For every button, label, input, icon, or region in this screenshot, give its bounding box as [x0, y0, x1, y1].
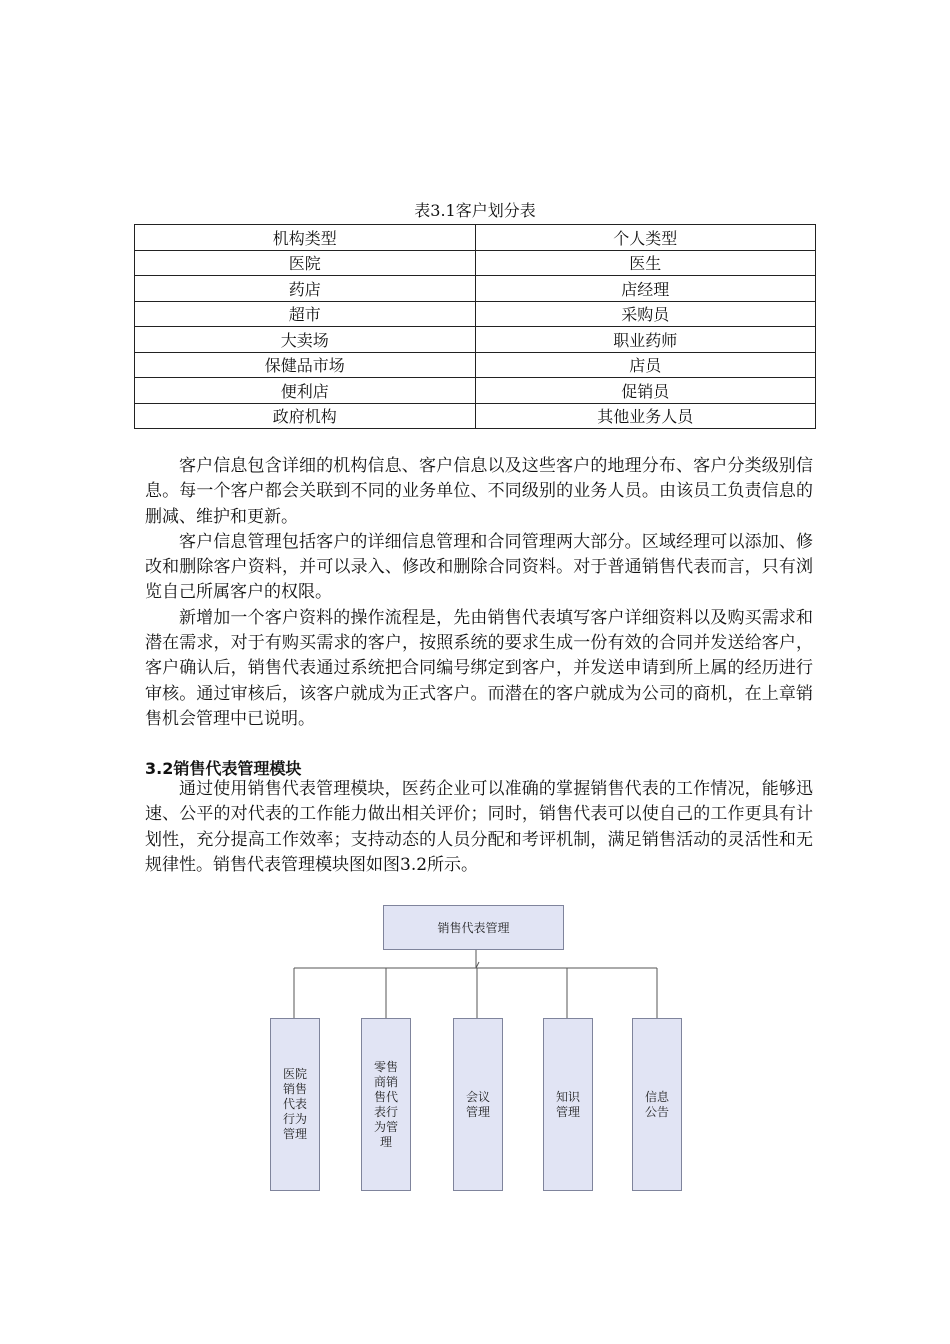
diagram-node-label: 知识管理	[555, 1089, 580, 1119]
table-header-cell: 个人类型	[475, 225, 816, 251]
paragraph: 客户信息包含详细的机构信息、客户信息以及这些客户的地理分布、客户分类级别信息。每一个客户都会关联到不同的业务单位、不同级别的业务人员。由该员工负责信息的删减、维护和更新。	[145, 456, 813, 527]
diagram-child-node	[270, 1018, 320, 1191]
table-cell: 店经理	[475, 276, 816, 302]
table-cell: 便利店	[135, 378, 476, 404]
paragraph: 通过使用销售代表管理模块，医药企业可以准确的掌握销售代表的工作情况，能够迅速、公平的对代表的工作能力做出相关评价；同时，销售代表可以使自己的工作更具有计划性，充分提高工作效率；支持动态的人员分配和考评机制，满足销售活动的灵活性和无规律性。销售代表管理模块图如图3.2所示。	[145, 779, 813, 875]
table-cell: 其他业务人员	[475, 403, 816, 429]
section-heading: 3.2销售代表管理模块	[145, 759, 302, 778]
paragraph: 客户信息管理包括客户的详细信息管理和合同管理两大部分。区域经理可以添加、修改和删除客户资料，并可以录入、修改和删除合同资料。对于普通销售代表而言，只有浏览自己所属客户的权限。	[145, 531, 813, 603]
table-cell: 医院	[135, 250, 476, 276]
table-cell: 店员	[475, 352, 816, 378]
diagram-node-label: 医院销售代表行为管理	[282, 1067, 307, 1141]
diagram-root-node: 销售代表管理	[383, 905, 564, 950]
table-cell: 职业药师	[475, 327, 816, 353]
table-cell: 促销员	[475, 378, 816, 404]
paragraph: 新增加一个客户资料的操作流程是，先由销售代表填写客户详细资料以及购买需求和潜在需求，对于有购买需求的客户，按照系统的要求生成一份有效的合同并发送给客户，客户确认后，销售代表通过系统把合同编号绑定到客户，并发送申请到所上属的经历进行审核。通过审核后，该客户就成为正式客户。而潜在的客户就成为公司的商机，在上章销售机会管理中已说明。	[145, 607, 813, 729]
table-header-cell: 机构类型	[135, 225, 476, 251]
diagram-child-node	[632, 1018, 682, 1191]
diagram-node-label: 会议管理	[465, 1089, 490, 1119]
table-cell: 采购员	[475, 301, 816, 327]
diagram-child-node	[543, 1018, 593, 1191]
diagram-child-node	[361, 1018, 411, 1191]
table-cell: 医生	[475, 250, 816, 276]
table-cell: 药店	[135, 276, 476, 302]
table-cell: 大卖场	[135, 327, 476, 353]
diagram-child-node	[453, 1018, 503, 1191]
table-cell: 保健品市场	[135, 352, 476, 378]
table-cell: 政府机构	[135, 403, 476, 429]
table-caption: 表3.1客户划分表	[414, 201, 536, 220]
diagram-node-label: 信息公告	[644, 1089, 669, 1119]
table-cell: 超市	[135, 301, 476, 327]
diagram-node-label: 零售商销售代表行为管理	[373, 1059, 398, 1149]
